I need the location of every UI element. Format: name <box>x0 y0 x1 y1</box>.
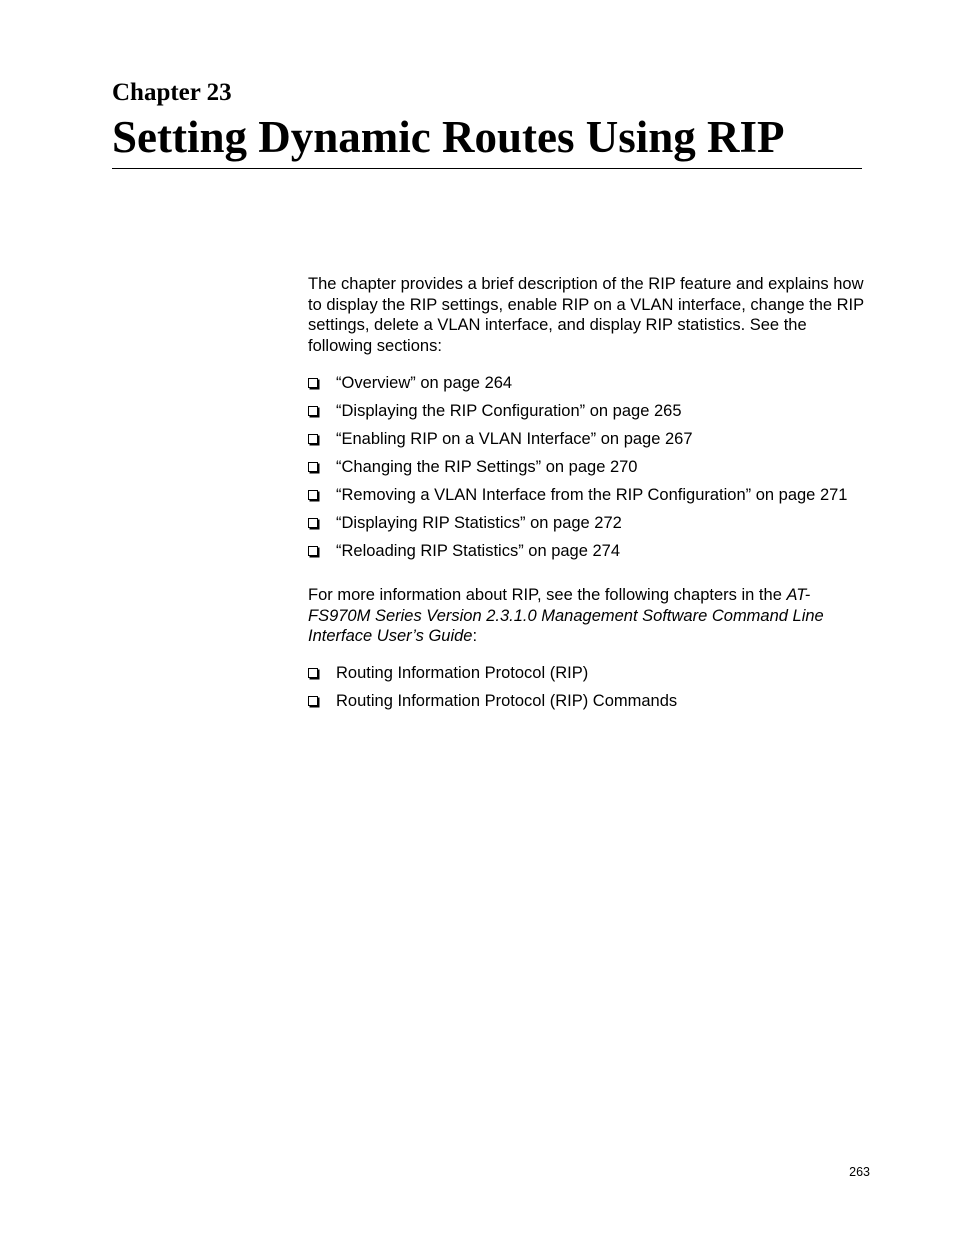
chapter-name: Routing Information Protocol (RIP) <box>336 663 589 682</box>
checkbox-bullet-icon <box>308 378 318 388</box>
page-number: 263 <box>849 1165 870 1179</box>
checkbox-bullet-icon <box>308 696 318 706</box>
checkbox-bullet-icon <box>308 668 318 678</box>
section-link[interactable]: “Changing the RIP Settings” on page 270 <box>336 458 638 476</box>
section-list <box>308 373 873 569</box>
section-list-item[interactable] <box>308 541 873 569</box>
section-link[interactable]: “Reloading RIP Statistics” on page 274 <box>336 542 621 560</box>
section-link[interactable]: “Overview” on page 264 <box>336 374 513 392</box>
more-info-suffix: : <box>472 627 478 645</box>
chapter-list <box>308 663 873 719</box>
chapter-title: Setting Dynamic Routes Using RIP <box>112 112 785 162</box>
checkbox-bullet-icon <box>308 434 318 444</box>
section-list-item[interactable] <box>308 485 873 513</box>
chapter-label: Chapter 23 <box>112 79 232 106</box>
section-list-item[interactable] <box>308 373 873 401</box>
checkbox-bullet-icon <box>308 546 318 556</box>
checkbox-bullet-icon <box>308 490 318 500</box>
checkbox-bullet-icon <box>308 462 318 472</box>
section-link[interactable]: “Removing a VLAN Interface from the RIP Configuration” on page 271 <box>336 486 848 504</box>
section-link[interactable]: “Enabling RIP on a VLAN Interface” on page 267 <box>336 430 693 448</box>
section-list-item[interactable] <box>308 513 873 541</box>
intro-paragraph: The chapter provides a brief description of the RIP feature and explains how to display the RIP settings, enable RIP on a VLAN interface, change the RIP settings, delete a VLAN interface, and display RIP statistics. See the following sections: <box>308 275 864 355</box>
more-info-prefix: For more information about RIP, see the following chapters in the <box>308 586 787 604</box>
guide-title: AT-FS970M Series Version 2.3.1.0 Management Software Command Line Interface User’s Guide <box>308 586 824 645</box>
chapter-list-item <box>308 691 873 719</box>
checkbox-bullet-icon <box>308 518 318 528</box>
more-info-paragraph <box>308 585 853 647</box>
section-list-item[interactable] <box>308 457 873 485</box>
section-link[interactable]: “Displaying RIP Statistics” on page 272 <box>336 514 622 532</box>
title-rule <box>112 168 862 169</box>
checkbox-bullet-icon <box>308 406 318 416</box>
section-list-item[interactable] <box>308 429 873 457</box>
section-link[interactable]: “Displaying the RIP Configuration” on page 265 <box>336 402 682 420</box>
section-list-item[interactable] <box>308 401 873 429</box>
chapter-name: Routing Information Protocol (RIP) Commands <box>336 691 678 710</box>
chapter-list-item <box>308 663 873 691</box>
chapter-content <box>308 274 873 719</box>
